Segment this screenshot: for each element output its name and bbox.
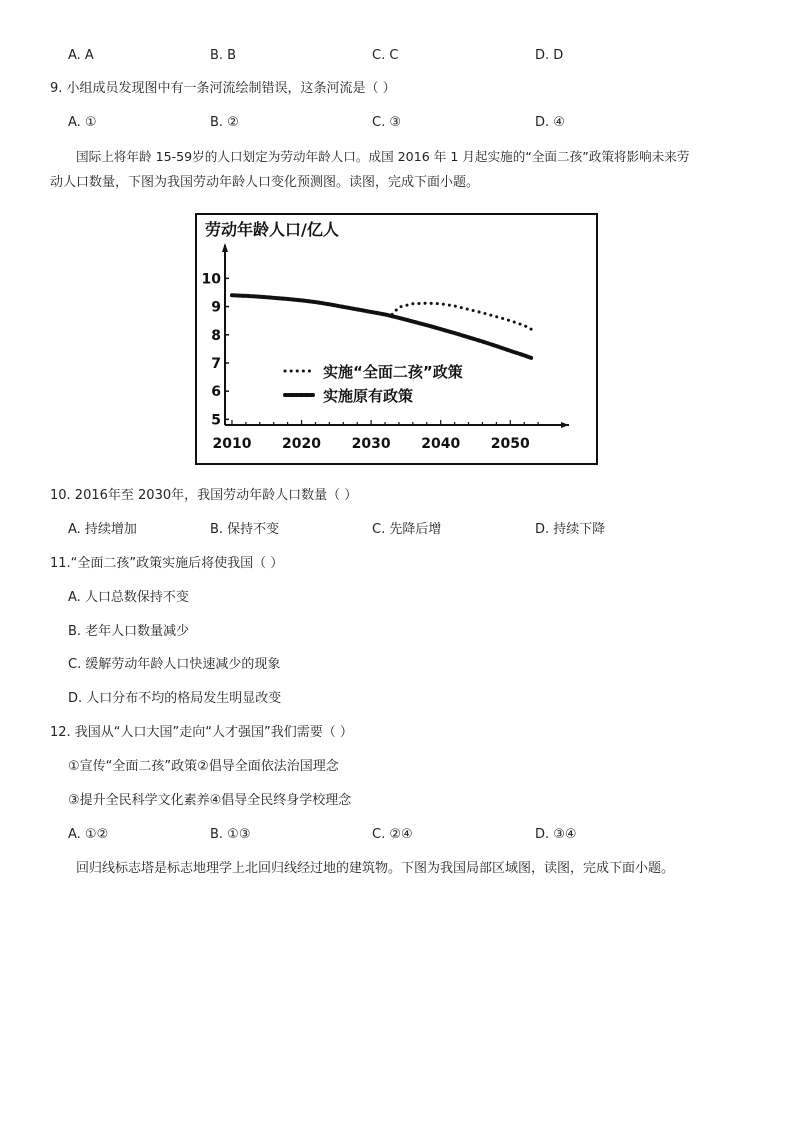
y-tick-label: 7: [211, 355, 221, 372]
y-tick-label: 10: [201, 271, 221, 288]
legend-original-policy-label: 实施原有政策: [323, 387, 414, 405]
y-axis-label: 劳动年龄人口/亿人: [205, 220, 339, 239]
y-tick-label: 9: [211, 299, 221, 316]
x-tick-label: 2050: [490, 436, 530, 452]
q11-option-d: D. 人口分布不均的格局发生明显改变: [68, 691, 282, 706]
q9-option-b: B. ②: [210, 115, 239, 130]
q9-option-c: C. ③: [372, 115, 401, 130]
y-tick-label: 6: [211, 384, 221, 401]
q12-item-1: ①宣传“全面二孩”政策②倡导全面依法治国理念: [68, 759, 339, 774]
q12-option-b: B. ①③: [210, 827, 251, 842]
q10-stem: 10. 2016年至 2030年，我国劳动年龄人口数量（ ）: [50, 488, 358, 503]
x-tick-label: 2040: [421, 436, 461, 452]
q12-option-d: D. ③④: [535, 827, 577, 842]
y-tick-label: 5: [211, 412, 221, 429]
q9-option-a: A. ①: [68, 115, 97, 130]
x-tick-label: 2010: [212, 436, 252, 452]
legend-two-child-label: 实施“全面二孩”政策: [323, 363, 463, 381]
y-axis-arrow: [222, 243, 228, 252]
x-tick-label: 2020: [282, 436, 322, 452]
labor-population-chart: [195, 213, 598, 465]
q12-option-a: A. ①②: [68, 827, 109, 842]
q10-option-b: B. 保持不变: [210, 522, 280, 537]
q10-option-d: D. 持续下降: [535, 522, 606, 537]
q11-option-b: B. 老年人口数量减少: [68, 624, 190, 639]
series-original-policy-line: [232, 295, 531, 358]
q11-option-c: C. 缓解劳动年龄人口快速减少的现象: [68, 657, 281, 672]
q10-option-c: C. 先降后增: [372, 522, 442, 537]
q9-option-d: D. ④: [535, 115, 565, 130]
q8-option-c: C. C: [372, 48, 399, 63]
q12-option-c: C. ②④: [372, 827, 413, 842]
q8-option-b: B. B: [210, 48, 237, 63]
intro2-paragraph: 回归线标志塔是标志地理学上北回归线经过地的建筑物。下图为我国局部区域图，读图，完成下面小题。: [76, 861, 675, 876]
q10-option-a: A. 持续增加: [68, 522, 137, 537]
q11-stem: 11.“全面二孩”政策实施后将使我国（ ）: [50, 556, 284, 571]
x-axis-arrow: [561, 422, 569, 428]
series-two-child-policy-line: [392, 303, 531, 329]
q8-option-d: D. D: [535, 48, 564, 63]
intro-paragraph-line2: 动人口数量，下图为我国劳动年龄人口变化预测图。读图，完成下面小题。: [50, 175, 480, 190]
x-tick-label: 2030: [351, 436, 391, 452]
y-tick-label: 8: [211, 327, 221, 344]
q12-stem: 12. 我国从“人口大国”走向“人才强国”我们需要（ ）: [50, 725, 353, 740]
intro-paragraph-line1: 国际上将年龄 15-59岁的人口划定为劳动年龄人口。成国 2016 年 1 月起实施的“全面二孩”政策将影响未来劳: [76, 149, 690, 164]
q8-option-a: A. A: [68, 48, 94, 63]
q12-item-2: ③提升全民科学文化素养④倡导全民终身学校理念: [68, 793, 352, 808]
chart-svg: [197, 215, 596, 463]
q11-option-a: A. 人口总数保持不变: [68, 590, 189, 605]
q9-stem: 9. 小组成员发现图中有一条河流绘制错误，这条河流是（ ）: [50, 81, 396, 96]
